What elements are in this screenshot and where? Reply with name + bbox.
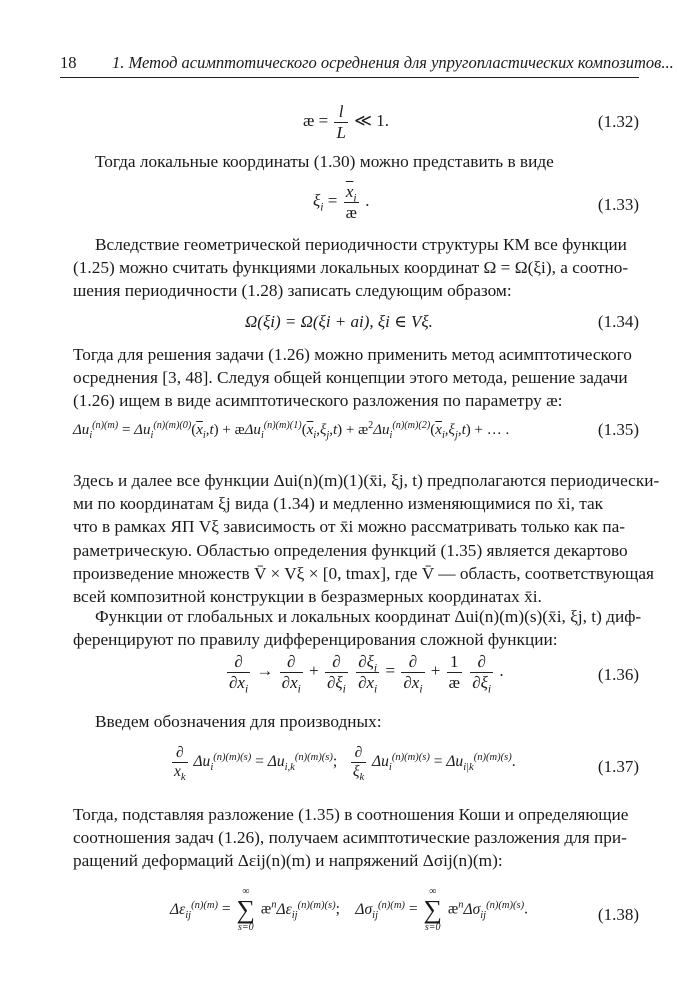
eq-1-32-kappa: æ [303,110,315,130]
equation-1-35: $\Delta u_i^{(n)(m)} = \Delta u_i^{(n)(m)(0)}(\overline{x}_i,t)$ + $æ\Delta u_i^{(n)(m)(1)}(\overline{x}_i,\xi_j,t)$ + $æ^2\Delta u_i^{(n)(m)(2)}(\overline{x}_i,\xi_j,t)$ + … . (1.35) [73,420,639,441]
paragraph-3: Тогда для решения задачи (1.26) можно применить метод асимптотического осреднения [3, 48]. Следуя общей концепции этого метода, решение задачи (1.26) ищем в виде асимптотического разложения по параметру æ: [73,345,632,411]
eq-number-1-32: (1.32) [597,112,639,131]
paragraph-2: Вследствие геометрической периодичности структуры КМ все функции (1.25) можно считать функциями локальных координат Ω = Ω(ξi), а соотно- шения периодичности (1.28) записать следующим образом: [73,235,629,301]
eq-number-1-35: (1.35) [597,420,639,439]
paragraph-1: Тогда локальные координаты (1.30) можно представить в виде [95,152,554,171]
eq-1-34-body: Ω(ξi) = Ω(ξi + ai), ξi ∈ Vξ. [245,312,433,331]
equation-1-36: $\frac{\partial}{\partial\overline{x}_i}$ → $\frac{\partial}{\partial\overline{x}_i}$ + $\frac{\partial}{\partial\xi_i}$ $\frac{\partial\xi_i}{\partial\overline{x}_i}$ = $\frac{\partial}{\partial\overline{x}_i}$ + $\frac{1}{æ}$ $\frac{\partial}{\partial\xi_i}$ . (1.36) [229,652,639,695]
eq-1-33-fraction: $\frac{\overline{x}_i}{æ}$ [345,182,357,222]
eq-number-1-33: (1.33) [597,195,639,214]
paragraph-7: Тогда, подставляя разложение (1.35) в соотношения Коши и определяющие соотношения задач (1.26), получаем асимптотические разложения для при- ращений деформаций Δεij(n)(m) и напряжений Δσij(n)(m): [73,805,629,871]
page-number: 18 [60,53,77,72]
eq-number-1-36: (1.36) [597,665,639,684]
paragraph-6: Введем обозначения для производных: [95,712,382,731]
eq-number-1-38: (1.38) [597,905,639,924]
paragraph-5: Функции от глобальных и локальных координат Δui(n)(m)(s)(x̄i, ξj, t) диф- ференцируют по правилу дифференцирования сложной функции: [73,607,642,650]
equation-1-33: $\xi_i$ = $\frac{\overline{x}_i}{æ}$ . (1.33) [313,182,639,222]
eq-number-1-34: (1.34) [597,312,639,331]
running-header [60,53,674,75]
eq-1-32-fraction: $\frac{l}{L}$ [336,102,346,142]
equation-1-34 [60,312,639,338]
header-rule [60,77,639,78]
running-title: 1. Метод асимптотического осреднения для упругопластических композитов... [112,53,674,72]
paragraph-4: Здесь и далее все функции Δui(n)(m)(1)(x̄i, ξj, t) предполагаются периодически- ми по координатам ξj вида (1.34) и медленно изменяющимися по x̄i, так что в рамках ЯП Vξ зависимость от x̄i можно рассматривать только как па- раметрическую. Областью определения функций (1.35) является декартово произведение множеств V̄ × Vξ × [0, tmax], где V̄ — область, соответствующая всей композитной конструкции в безразмерных координатах x̄i. [73,471,660,607]
equation-1-32: æ = $\frac{l}{L}$ ≪ 1. (1.32) [303,102,639,142]
equation-1-37: $\frac{\partial}{\overline{x}_k}$ $\Delta u_i^{(n)(m)(s)} = \Delta u_{i,k}^{(n)(m)(s)}$; $\frac{\partial}{\xi_k}$ $\Delta u_i^{(n)(m)(s)} = \Delta u_{i|k}^{(n)(m)(s)}$. (1.37) [174,744,639,783]
eq-number-1-37: (1.37) [597,757,639,776]
equation-1-38: $\Delta\varepsilon_{ij}^{(n)(m)}$ = ∞ ∑ s=0 $æ^n\Delta\varepsilon_{ij}^{(n)(m)(s)}$; $\Delta\sigma_{ij}^{(n)(m)}$ = ∞ ∑ s=0 $æ^n\Delta\sigma_{ij}^{(n)(m)(s)}$. (1.38) [170,886,639,933]
